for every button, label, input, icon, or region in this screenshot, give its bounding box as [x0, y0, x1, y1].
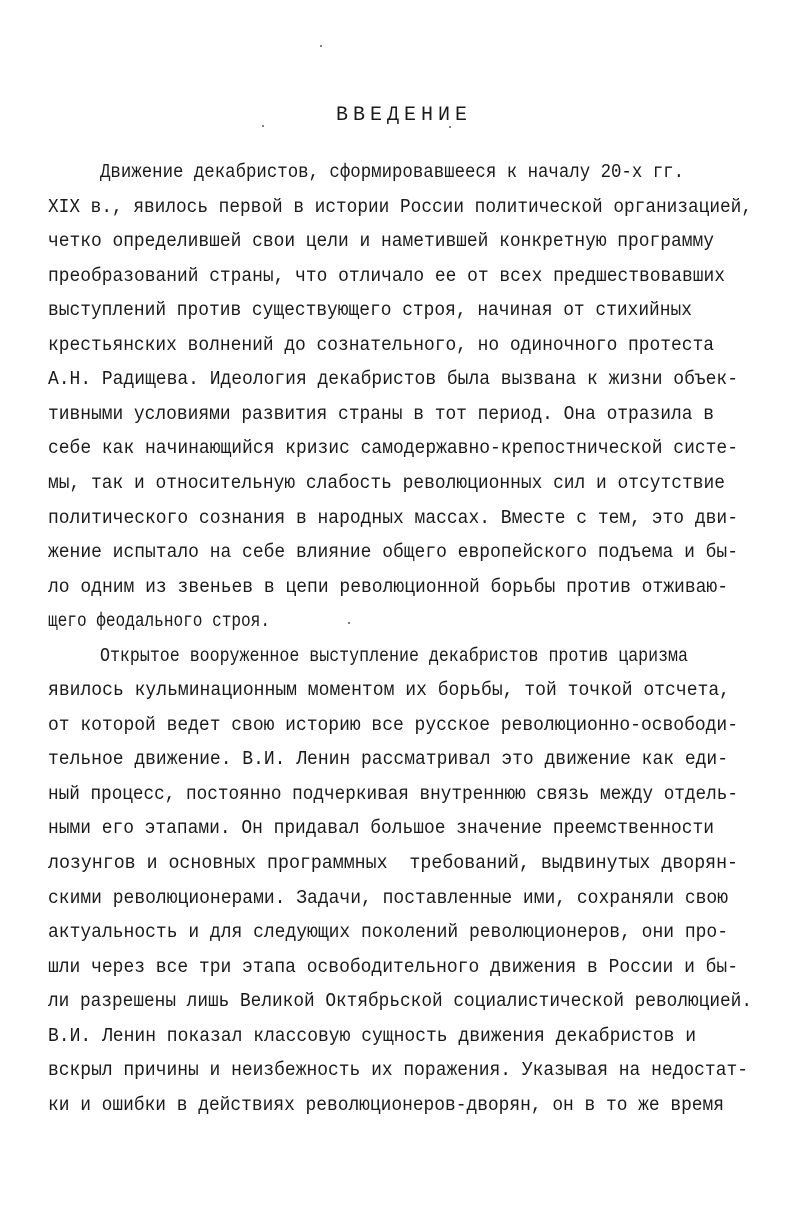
- text-line: ный процесс, постоянно подчеркивая внутреннюю связь между отдель-: [48, 782, 738, 805]
- text-line: ки и ошибки в действиях революционеров-дворян, он в то же время: [48, 1093, 724, 1116]
- text-line: себе как начинающийся кризис самодержавно-крепостнической систе-: [48, 437, 738, 460]
- text-line: В.И. Ленин показал классовую сущность движения декабристов и: [48, 1024, 696, 1047]
- text-line: вскрыл причины и неизбежность их поражения. Указывая на недостат-: [48, 1059, 748, 1082]
- text-line: тивными условиями развития страны в тот период. Она отразила в: [48, 402, 714, 425]
- text-line: тельное движение. В.И. Ленин рассматривал это движение как еди-: [48, 748, 728, 771]
- text-line: А.Н. Радищева. Идеология декабристов была вызвана к жизни объек-: [48, 368, 738, 391]
- text-line: явилось кульминационным моментом их борьбы, той точкой отсчета,: [48, 679, 730, 702]
- text-line: от которой ведет свою историю все русское революционно-освободи-: [48, 713, 738, 736]
- text-line: лозунгов и основных программных требований, выдвинутых дворян-: [48, 852, 738, 874]
- text-line: ными его этапами. Он придавал большое значение преемственности: [48, 817, 714, 840]
- text-line: щего феодального строя.: [48, 610, 270, 633]
- text-line: ло одним из звеньев в цепи революционной борьбы против отживаю-: [48, 575, 728, 598]
- text-line: XIX в., явилось первой в истории России политической организацией,: [48, 195, 752, 218]
- text-line: крестьянских волнений до сознательного, но одиночного протеста: [48, 333, 714, 356]
- text-line: преобразований страны, что отличало ее от всех предшествовавших: [48, 264, 725, 287]
- text-line: актуальность и для следующих поколений революционеров, они про-: [48, 921, 728, 944]
- text-line: жение испытало на себе влияние общего европейского подъема и бы-: [48, 541, 738, 564]
- text-line: выступлений против существующего строя, начиная от стихийных: [48, 299, 692, 322]
- text-line: политического сознания в народных массах. Вместе с тем, это дви-: [48, 506, 738, 529]
- page-title: ВВЕДЕНИЕ: [335, 104, 472, 127]
- text-line: ли разрешены лишь Великой Октябрьской социалистической революцией.: [48, 990, 752, 1013]
- scan-speck: [348, 622, 350, 624]
- text-line: Движение декабристов, сформировавшееся к началу 20-х гг.: [100, 161, 684, 183]
- scan-speck: [320, 45, 322, 47]
- text-line: мы, так и относительную слабость революционных сил и отсутствие: [48, 471, 725, 494]
- text-line: четко определившей свои цели и наметившей конкретную программу: [48, 230, 714, 253]
- text-line: скими революционерами. Задачи, поставленные ими, сохраняли свою: [48, 886, 728, 909]
- text-line: Открытое вооруженное выступление декабристов против царизма: [100, 644, 688, 667]
- text-line: шли через все три этапа освободительного движения в России и бы-: [48, 955, 738, 978]
